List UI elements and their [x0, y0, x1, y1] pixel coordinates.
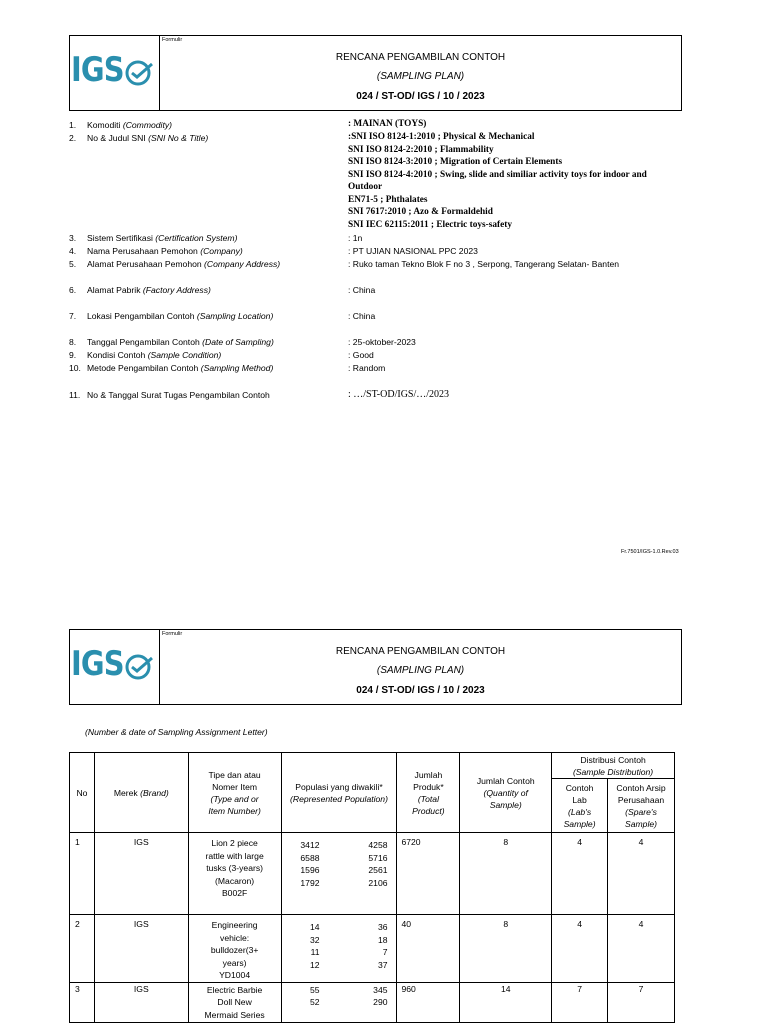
sampling-plan-table [69, 752, 675, 1023]
igs-logo: IGS [71, 50, 124, 90]
sampling-date-value: : 25-oktober-2023 [348, 337, 416, 347]
header-title-box [160, 36, 681, 110]
company-address-value: : Ruko taman Tekno Blok F no 3 , Serpong, Tangerang Selatan- Banten [348, 259, 620, 269]
col-header-population: Populasi yang diwakili* (Represented Population) [281, 753, 397, 833]
doc-subtitle: (SAMPLING PLAN) [376, 71, 465, 82]
row-spare-sample: 7 [608, 982, 675, 1022]
logo-cell [70, 36, 160, 110]
certification-value: : 1n [348, 233, 363, 243]
row-no: 3 [70, 982, 95, 1022]
formulir-label: Formulir [162, 631, 183, 637]
header-title-box [160, 630, 681, 704]
sni-value-7: SNI 7617:2010 ; Azo & Formaldehid [348, 207, 493, 217]
row-brand: IGS [94, 833, 188, 915]
doc-subtitle: (SAMPLING PLAN) [376, 665, 465, 676]
col-header-type: Tipe dan atau Nomer Item (Type and or Item Number) [188, 753, 281, 833]
row-total: 40 [397, 915, 460, 983]
sni-value-4: SNI ISO 8124-4:2010 ; Swing, slide and similiar activity toys for indoor and [348, 169, 647, 180]
row-total: 6720 [397, 833, 460, 915]
row-qty: 8 [460, 833, 552, 915]
assignment-letter-value: : …/ST-OD/IGS/…/2023 [348, 389, 450, 400]
col-header-no: No [70, 753, 95, 833]
sampling-location-value: : China [348, 311, 376, 321]
row-type: Lion 2 piece rattle with large tusks (3-years) (Macaron) B002F [188, 833, 281, 915]
row-brand: IGS [94, 915, 188, 983]
form-header-2 [69, 629, 682, 705]
row-lab-sample: 4 [552, 833, 608, 915]
commodity-value: : MAINAN (TOYS) [348, 119, 427, 129]
row-brand: IGS [94, 982, 188, 1022]
row-lab-sample: 7 [552, 982, 608, 1022]
doc-code: 024 / ST-OD/ IGS / 10 / 2023 [356, 91, 485, 102]
sni-value-5: Outdoor [348, 182, 383, 192]
row-population: 3412 6588 1596 1792 4258 5716 2561 2106 [281, 833, 397, 915]
doc-title: RENCANA PENGAMBILAN CONTOH [335, 52, 506, 63]
col-header-sample-distribution: Distribusi Contoh (Sample Distribution) [552, 753, 675, 779]
igs-logo-check-icon [122, 650, 156, 684]
row-qty: 8 [460, 915, 552, 983]
factory-address-value: : China [348, 285, 376, 295]
sni-value-3: SNI ISO 8124-3:2010 ; Migration of Certain Elements [348, 157, 563, 167]
company-value: : PT UJIAN NASIONAL PPC 2023 [348, 246, 478, 256]
sample-condition-value: : Good [348, 350, 374, 360]
col-header-lab-sample: Contoh Lab (Lab's Sample) [552, 779, 608, 833]
sni-value-8: SNI IEC 62115:2011 ; Electric toys-safety [348, 219, 512, 230]
doc-code: 024 / ST-OD/ IGS / 10 / 2023 [356, 685, 485, 696]
row-type: Electric Barbie Doll New Mermaid Series [188, 982, 281, 1022]
form-header-1 [69, 35, 682, 111]
sni-value-1: :SNI ISO 8124-1:2010 ; Physical & Mechanical [348, 132, 535, 142]
form-revision-code: Fr.7501/IGS-1.0.Rev.03 [621, 549, 679, 555]
sni-value-2: SNI ISO 8124-2:2010 ; Flammability [348, 144, 494, 155]
row-type: Engineering vehicle: bulldozer(3+ years) YD1004 [188, 915, 281, 983]
col-header-sample-qty: Jumlah Contoh (Quantity of Sample) [460, 753, 552, 833]
row-no: 2 [70, 915, 95, 983]
row-total: 960 [397, 982, 460, 1022]
col-header-total-product: Jumlah Produk* (Total Product) [397, 753, 460, 833]
col-header-brand: Merek (Brand) [94, 753, 188, 833]
logo-cell [70, 630, 160, 704]
row-lab-sample: 4 [552, 915, 608, 983]
formulir-label: Formulir [162, 37, 183, 43]
table-row [70, 982, 675, 1022]
col-header-spare-sample: Contoh Arsip Perusahaan (Spare's Sample) [608, 779, 675, 833]
table-row [70, 833, 675, 915]
row-population: 55 52 345 290 [281, 982, 397, 1022]
sni-value-6: EN71-5 ; Phthalates [348, 194, 428, 205]
assignment-letter-note: (Number & date of Sampling Assignment Letter) [85, 727, 268, 737]
row-qty: 14 [460, 982, 552, 1022]
doc-title: RENCANA PENGAMBILAN CONTOH [335, 646, 506, 657]
igs-logo: IGS [71, 644, 124, 684]
table-row [70, 915, 675, 983]
row-no: 1 [70, 833, 95, 915]
row-population: 14 32 11 12 36 18 7 37 [281, 915, 397, 983]
sampling-method-value: : Random [348, 363, 386, 373]
row-spare-sample: 4 [608, 833, 675, 915]
row-spare-sample: 4 [608, 915, 675, 983]
igs-logo-check-icon [122, 56, 156, 90]
